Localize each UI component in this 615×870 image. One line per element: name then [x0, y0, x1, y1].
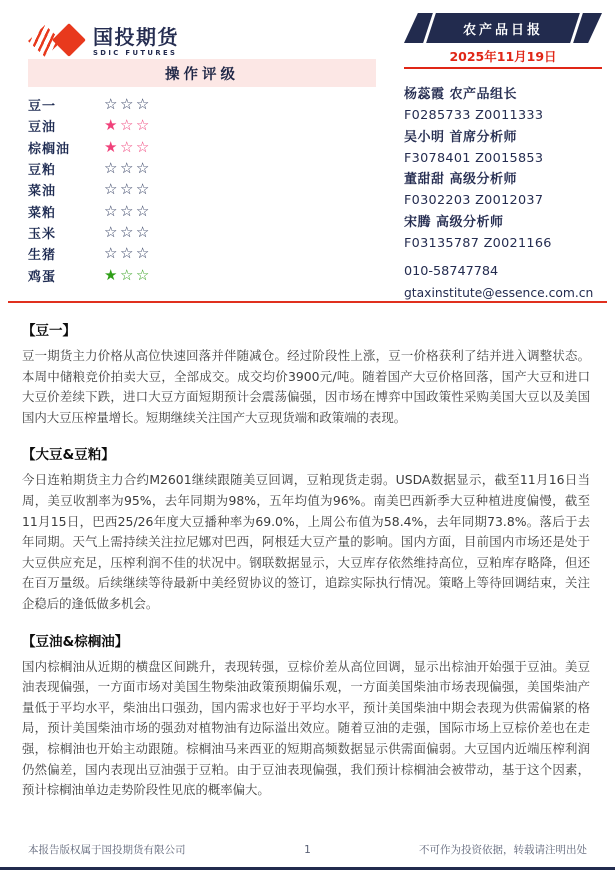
- report-body: [22, 318, 590, 815]
- rating-row: [28, 179, 376, 200]
- analyst-name-title: 杨蕊霞 农产品组长: [404, 87, 518, 102]
- section-title: 【豆油&棕榈油】: [22, 633, 129, 650]
- rating-stars-icon: ★☆☆: [104, 116, 152, 135]
- analyst-list: [404, 84, 609, 254]
- rating-stars-icon: ☆☆☆: [104, 159, 152, 178]
- footer: [0, 842, 615, 857]
- analyst-credentials: F0302203 Z0012037: [404, 193, 544, 209]
- analyst-name-title: 宋腾 高级分析师: [404, 214, 504, 230]
- rating-commodity-label: 棕榈油: [28, 141, 71, 157]
- rating-stars-icon: ☆☆☆: [104, 222, 152, 241]
- report-section: [22, 318, 590, 428]
- rating-stars-icon: ☆☆☆: [104, 201, 152, 220]
- date-underline: [404, 67, 602, 69]
- ratings-panel: [28, 59, 376, 286]
- rating-commodity-label: 菜粕: [28, 205, 57, 221]
- analyst-entry: [404, 84, 609, 127]
- rating-row: [28, 94, 376, 115]
- section-title: 【豆一】: [22, 323, 76, 339]
- rating-row: [28, 264, 376, 285]
- rating-stars-icon: ★☆☆: [104, 137, 152, 156]
- sdic-futures-logo: [28, 20, 179, 62]
- ratings-header: 操作评级: [28, 59, 376, 87]
- report-date: 2025年11月19日: [449, 49, 557, 64]
- logo-text: [93, 26, 179, 57]
- report-section: [22, 629, 590, 801]
- rating-commodity-label: 豆油: [28, 120, 57, 136]
- section-body: 豆一期货主力价格从高位快速回落并伴随减仓。经过阶段性上涨，豆一价格获利了结并进入调整状态。本周中储粮竞价拍卖大豆，全部成交。成交均价3900元/吨。随着国产大豆价格回落，国产大豆和进口大豆价差续下跌，进口大豆方面短期预计会震荡偏强，因市场在博弈中国政策性采购美国大豆以及美国国内大豆压榨量增长。短期继续关注国产大豆现货端和政策端的表现。: [22, 348, 590, 425]
- rating-commodity-label: 豆一: [28, 99, 57, 115]
- rating-commodity-label: 菜油: [28, 184, 57, 200]
- section-body: 今日连粕期货主力合约M2601继续跟随美豆回调，豆粕现货走弱。USDA数据显示，截至11月16日当周，美豆收割率为95%，去年同期为98%，五年均值为96%。南美巴西新季大豆种植进度偏慢，截至11月15日，巴西25/26年度大豆播种率为69.0%，上周公布值为58.4%，去年同期73.8%。落后于去年同期。天气上需持续关注拉尼娜对巴西，阿根廷大豆产量的影响。国内方面，目前国内市场还是处于大豆供应充足，压榨利润不佳的状况中。钢联数据显示，大豆库存依然维持高位，豆粕库存略降，但还在百万量级。后续继续等待最新中美经贸协议的签订，追踪实际执行情况。策略上等待回调结束，关注企稳后的逢低做多机会。: [22, 472, 590, 611]
- contact-phone: 010-58747784: [404, 264, 499, 280]
- rating-row: [28, 243, 376, 264]
- footer-copyright: 本报告版权属于国投期货有限公司: [28, 844, 186, 856]
- logo-mark: [28, 20, 86, 62]
- analyst-entry: [404, 212, 609, 255]
- rating-row: [28, 200, 376, 221]
- rating-row: [28, 158, 376, 179]
- analyst-name-title: 吴小明 首席分析师: [404, 129, 518, 145]
- section-divider: [8, 301, 607, 303]
- logo-diamond-icon: [52, 23, 86, 57]
- analyst-credentials: F0285733 Z0011333: [404, 108, 544, 124]
- analysts-panel: [404, 84, 609, 304]
- rating-stars-icon: ☆☆☆: [104, 244, 152, 263]
- analyst-credentials: F03135787 Z0021166: [404, 236, 552, 252]
- rating-stars-icon: ★☆☆: [104, 265, 152, 284]
- rating-row: [28, 222, 376, 243]
- rating-stars-icon: ☆☆☆: [104, 180, 152, 199]
- report-section: [22, 442, 590, 614]
- section-title: 【大豆&豆粕】: [22, 447, 115, 464]
- rating-commodity-label: 鸡蛋: [28, 269, 57, 285]
- section-body: 国内棕榈油从近期的横盘区间跳升，表现转强，豆棕价差从高位回调，显示出棕油开始强于豆油。美豆油表现偏强，一方面市场对美国生物柴油政策预期偏乐观，一方面美国柴油市场表现偏强，美国柴油产量低于平均水平，柴油出口强劲，国内需求也好于平均水平，预计美国柴油中期会表现为供需偏紧的格局，预计美国柴油市场的强劲对植物油有边际溢出效应。随着豆油的走强，国际市场上豆棕价差也在走强，棕榈油也开始主动跟随。棕榈油马来西亚的短期高频数据显示供需面偏弱。大豆国内近端压榨利润仍然偏差，国内表现出豆油强于豆粕。由于豆油表现偏强，我们预计棕榈油会被带动，基于这个因素，预计棕榈油单边走势阶段性见底的概率偏大。: [22, 658, 590, 798]
- brand-subtitle: SDIC FUTURES: [93, 48, 178, 57]
- analyst-name-title: 董甜甜 高级分析师: [404, 172, 518, 188]
- ratings-list: [28, 94, 376, 286]
- rating-commodity-label: 生猪: [28, 248, 57, 264]
- rating-row: [28, 137, 376, 158]
- rating-commodity-label: 豆粕: [28, 163, 57, 179]
- brand-name: 国投期货: [93, 24, 179, 49]
- footer-page-number: 1: [304, 843, 311, 856]
- rating-stars-icon: ☆☆☆: [104, 95, 152, 114]
- contact-email: gtaxinstitute@essence.com.cn: [404, 285, 594, 300]
- report-title-banner: [404, 13, 602, 43]
- footer-disclaimer: 不可作为投资依据，转载请注明出处: [419, 844, 587, 856]
- rating-row: [28, 115, 376, 136]
- analyst-entry: [404, 127, 609, 170]
- analyst-entry: [404, 169, 609, 212]
- analyst-credentials: F3078401 Z0015853: [404, 150, 544, 166]
- rating-commodity-label: 玉米: [28, 226, 57, 242]
- report-title: 农产品日报: [462, 22, 543, 38]
